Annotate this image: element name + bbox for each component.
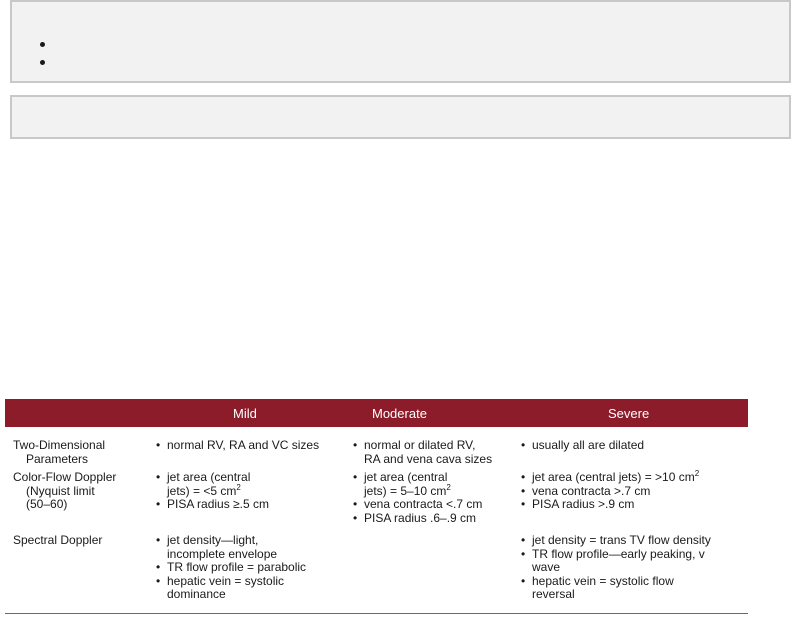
list-item: • TR flow profile = parabolic	[156, 560, 307, 574]
list-item: • hepatic vein = systolic flow reversal	[521, 573, 674, 601]
cell-two-d-moderate	[352, 439, 518, 466]
list-item: • PISA radius ≥.5 cm	[156, 497, 269, 511]
list-item: • jet area (central jets) = 5–10 $cm^2$	[353, 470, 451, 498]
list-item: • vena contracta >.7 cm	[521, 483, 651, 498]
tr-severity-table	[5, 399, 748, 614]
list-item: • normal RV, RA and VC sizes	[156, 438, 320, 452]
list-item: • jet density—light, incomplete envelope	[156, 533, 278, 561]
header-severe: Severe	[608, 406, 650, 421]
row-label-spectral-doppler: Spectral Doppler	[13, 533, 103, 547]
list-item: • jet density = trans TV flow density	[521, 533, 711, 547]
cell-color-flow-moderate	[352, 471, 518, 525]
table-header	[5, 399, 748, 427]
cell-spectral-mild	[155, 534, 351, 602]
header-mild: Mild	[233, 406, 257, 421]
cell-two-d-severe	[520, 439, 746, 453]
list-item: • vena contracta <.7 cm	[353, 497, 483, 511]
bullet-dot-icon	[40, 60, 45, 65]
list-item: • TR flow profile—early peaking, v wave	[521, 546, 705, 574]
list-item: • normal or dilated RV, RA and vena cava sizes	[353, 438, 493, 466]
list-item: • usually all are dilated	[521, 438, 645, 452]
list-item: • jet area (central jets) = <5 $cm^2$	[156, 470, 251, 498]
cell-spectral-severe	[520, 534, 746, 602]
cell-color-flow-mild	[155, 471, 351, 512]
secondary-info-panel	[10, 95, 791, 139]
list-item: • jet area (central jets) = >10 $cm^2$	[521, 469, 700, 484]
list-item: • PISA radius >.9 cm	[521, 497, 635, 511]
cell-two-d-mild	[155, 439, 351, 453]
list-item: • PISA radius .6–.9 cm	[353, 510, 477, 525]
cell-color-flow-severe	[520, 471, 746, 512]
bullet-dot-icon	[40, 42, 45, 47]
list-item: • hepatic vein = systolic dominance	[156, 573, 285, 601]
top-info-panel	[10, 0, 791, 83]
row-label-two-dimensional: Two-Dimensional Parameters	[13, 438, 106, 466]
table-body	[5, 427, 748, 614]
row-label-color-flow-doppler: Color-Flow Doppler (Nyquist limit (50–60)	[13, 470, 117, 511]
header-moderate: Moderate	[372, 406, 427, 421]
